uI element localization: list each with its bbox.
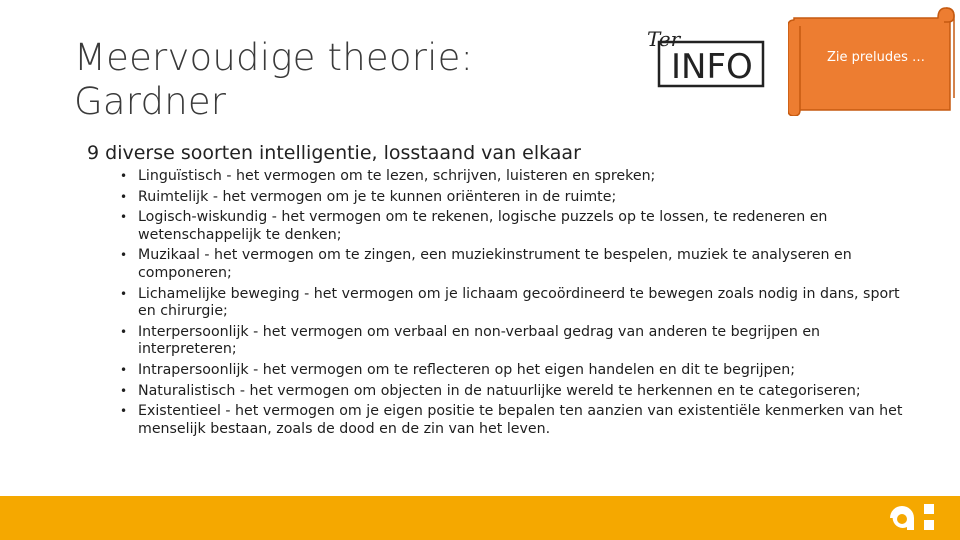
list-item — [118, 189, 908, 207]
title-line-2: Gardner — [74, 80, 227, 123]
slide-title — [74, 36, 534, 124]
bullet-icon: • — [120, 383, 128, 398]
list-item — [118, 362, 908, 380]
bullet-icon: • — [120, 286, 128, 301]
bullet-icon: • — [120, 169, 128, 183]
intelligence-list — [118, 168, 908, 441]
bullet-icon: • — [120, 189, 128, 204]
callout-label: Zie preludes … — [827, 50, 925, 65]
list-item — [118, 286, 908, 321]
title-line-1: Meervoudige theorie: — [74, 36, 474, 79]
list-item-text: Existentieel - het vermogen om je eigen positie te bepalen ten aanzien van existentiële kenmerken van het menselijk bestaan, zoals de dood en de zin van het leven. — [138, 403, 903, 437]
bullet-icon: • — [120, 210, 128, 225]
list-item-text: Intrapersoonlijk - het vermogen om te reflecteren op het eigen handelen en dit te begrijpen; — [138, 361, 796, 378]
bullet-icon: • — [120, 324, 128, 339]
list-item — [118, 383, 908, 401]
bullet-icon: • — [120, 404, 128, 419]
bullet-icon: • — [120, 362, 128, 377]
list-item-text: Interpersoonlijk - het vermogen om verbaal en non-verbaal gedrag van anderen te begrijpen en interpreteren; — [138, 323, 821, 358]
list-item — [118, 247, 908, 282]
footer-bar — [0, 496, 960, 540]
list-item — [118, 168, 908, 186]
bullet-icon: • — [120, 248, 128, 263]
slide-subtitle: 9 diverse soorten intelligentie, losstaand van elkaar — [87, 142, 581, 164]
list-item — [118, 403, 908, 438]
list-item-text: Ruimtelijk - het vermogen om je te kunnen oriënteren in de ruimte; — [138, 188, 617, 205]
list-item-text: Naturalistisch - het vermogen om objecten in de natuurlijke wereld te herkennen en te categoriseren; — [138, 382, 861, 399]
list-item-text: Logisch-wiskundig - het vermogen om te rekenen, logische puzzels op te lossen, te redeneren en wetenschappelijk te denken; — [138, 209, 828, 243]
logo-word: INFO — [671, 47, 753, 87]
logo-prefix: Ter — [647, 27, 681, 51]
ter-info-logo — [645, 24, 767, 90]
list-item — [118, 209, 908, 244]
list-item — [118, 324, 908, 359]
list-item-text: Lichamelijke beweging - het vermogen om je lichaam gecoördineerd te bewegen zoals nodig in dans, sport en chirurgie; — [138, 285, 900, 320]
brand-logo-icon — [886, 500, 946, 534]
list-item-text: Linguïstisch - het vermogen om te lezen, schrijven, luisteren en spreken; — [138, 168, 656, 184]
list-item-text: Muzikaal - het vermogen om te zingen, een muziekinstrument te bespelen, muziek te analyseren en componeren; — [138, 247, 852, 281]
